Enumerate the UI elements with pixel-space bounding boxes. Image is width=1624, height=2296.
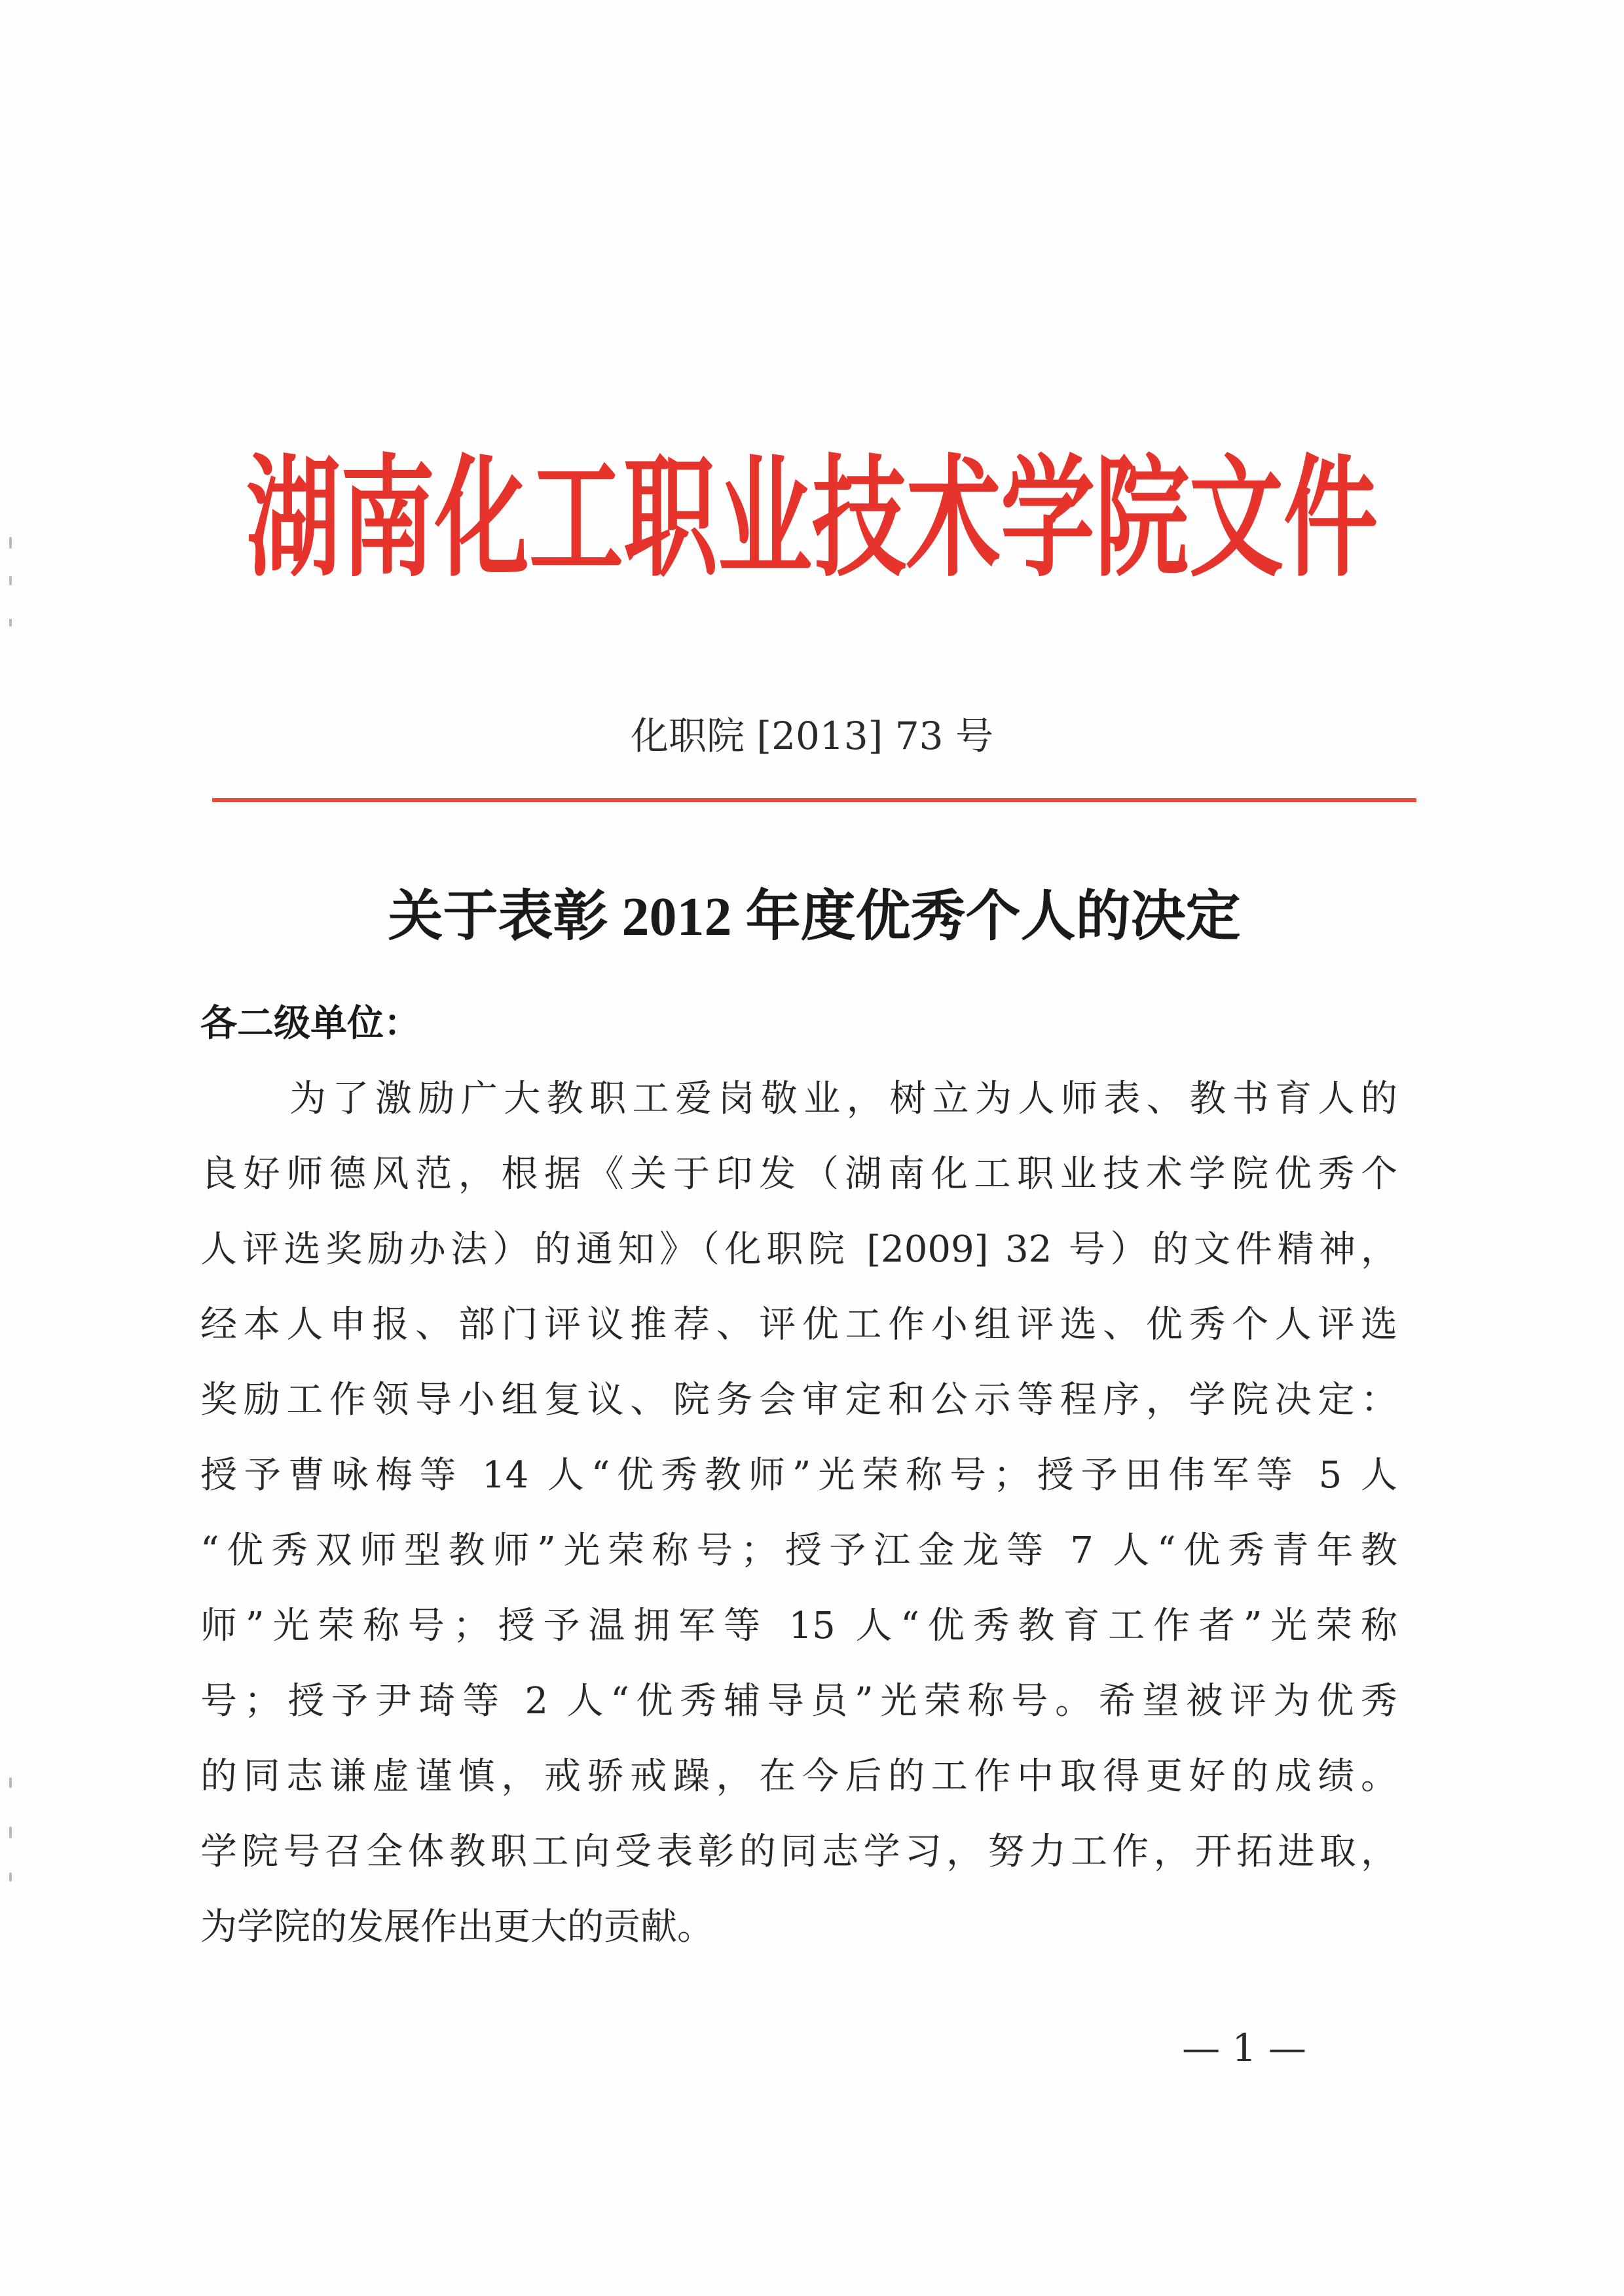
red-separator-rule [212, 798, 1416, 802]
document-heading: 关于表彰 2012 年度优秀个人的决定 [388, 886, 1241, 947]
body-line: 人评选奖励办法）的通知》（化职院 [2009] 32 号）的文件精神， [200, 1228, 1397, 1271]
binding-mark [9, 1827, 12, 1838]
body-line: 经本人申报、部门评议推荐、评优工作小组评选、优秀个人评选 [200, 1303, 1397, 1346]
body-line: 师”光荣称号；授予温拥军等 15 人“优秀教育工作者”光荣称 [200, 1605, 1397, 1647]
issuer-title: 湖南化工职业技术学院文件 [246, 443, 1378, 595]
binding-mark [9, 1777, 12, 1788]
body-line: 良好师德风范，根据《关于印发（湖南化工职业技术学院优秀个 [200, 1153, 1397, 1195]
body-line: 为学院的发展作出更大的贡献。 [200, 1906, 714, 1948]
document-number: 化职院 [2013] 73 号 [631, 714, 993, 758]
page-number: — 1 — [1182, 2026, 1306, 2070]
binding-mark [9, 1872, 12, 1882]
binding-mark [9, 576, 12, 585]
body-line: 的同志谦虚谨慎，戒骄戒躁，在今后的工作中取得更好的成绩。 [200, 1755, 1397, 1798]
body-line: 为了激励广大教职工爱岗敬业，树立为人师表、教书育人的 [289, 1078, 1397, 1120]
body-line: “优秀双师型教师”光荣称号；授予江金龙等 7 人“优秀青年教 [200, 1529, 1397, 1572]
binding-mark [9, 619, 12, 627]
body-line: 奖励工作领导小组复议、院务会审定和公示等程序，学院决定： [200, 1379, 1397, 1421]
binding-mark [9, 537, 12, 549]
body-line: 授予曹咏梅等 14 人“优秀教师”光荣称号；授予田伟军等 5 人 [200, 1454, 1397, 1497]
body-line: 学院号召全体教职工向受表彰的同志学习，努力工作，开拓进取， [200, 1831, 1397, 1873]
salutation: 各二级单位： [200, 1002, 420, 1045]
body-line: 号；授予尹琦等 2 人“优秀辅导员”光荣称号。希望被评为优秀 [200, 1680, 1397, 1722]
body-paragraph [200, 1061, 1397, 1965]
